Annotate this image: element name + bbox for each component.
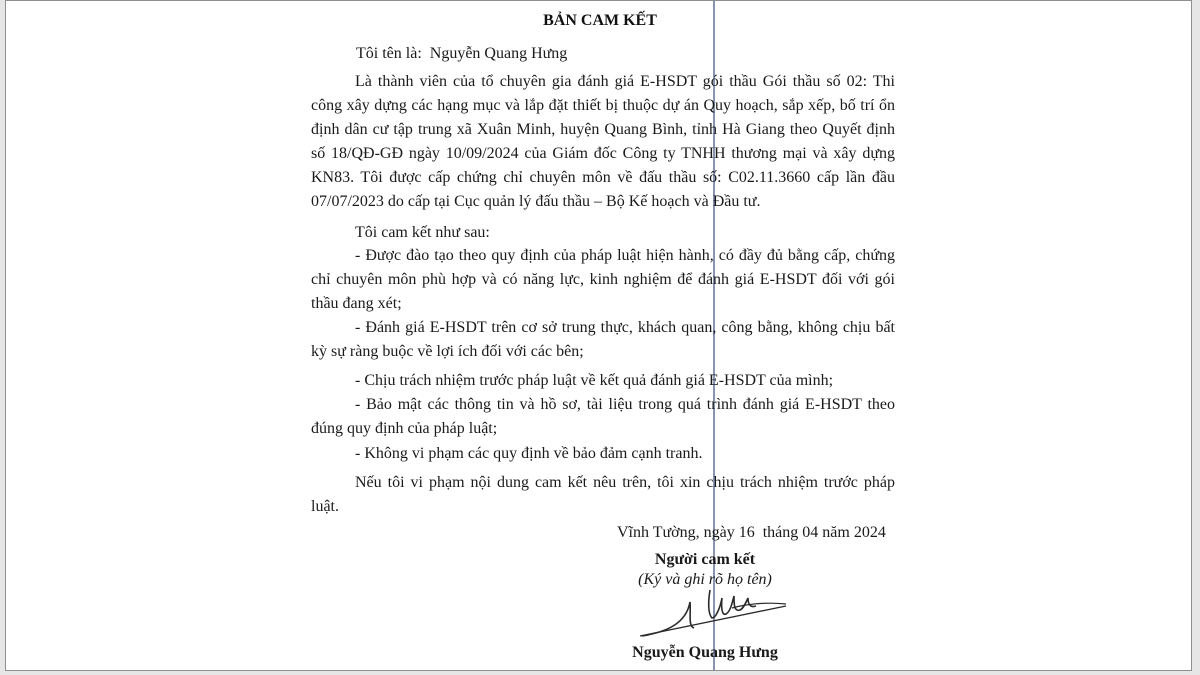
closing-statement: Nếu tôi vi phạm nội dung cam kết nêu trên, tôi xin chịu trách nhiệm trước pháp luật. xyxy=(311,474,895,515)
commitment-item: - Bảo mật các thông tin và hồ sơ, tài liệu trong quá trình đánh giá E-HSDT theo đúng quy định của pháp luật; xyxy=(311,396,895,437)
signer-title: Người cam kết xyxy=(654,551,756,568)
date-line: Vĩnh Tường, ngày 16 tháng 04 năm 2024 xyxy=(617,524,886,541)
commitment-item: - Được đào tạo theo quy định của pháp luật hiện hành, có đầy đủ bằng cấp, chứng chỉ chuyên môn phù hợp và có năng lực, kinh nghiệm để đánh giá E-HSDT đối với gói thầu đang xét; xyxy=(311,247,895,312)
signer-name: Nguyễn Quang Hưng xyxy=(632,644,778,661)
paragraph-membership: Là thành viên của tổ chuyên gia đánh giá E-HSDT gói thầu Gói thầu số 02: Thi công xây dựng các hạng mục và lắp đặt thiết bị thuộc dự án Quy hoạch, sắp xếp, bố trí ổn định dân cư tập trung xã Xuân Minh, huyện Quang Bình, tỉnh Hà Giang theo Quyết định số 18/QĐ-GĐ ngày 10/09/2024 của Giám đốc Công ty TNHH thương mại và xây dựng KN83. Tôi được cấp chứng chỉ chuyên môn về đấu thầu số: C02.11.3660 cấp lần đầu 07/07/2023 do cấp tại Cục quản lý đấu thầu – Bộ Kế hoạch và Đầu tư. xyxy=(311,73,895,210)
commit-heading: Tôi cam kết như sau: xyxy=(355,224,490,241)
intro-name-line: Tôi tên là: Nguyễn Quang Hưng xyxy=(356,45,568,62)
commitment-item: - Đánh giá E-HSDT trên cơ sở trung thực, khách quan, công bằng, không chịu bất kỳ sự ràng buộc về lợi ích đối với các bên; xyxy=(311,319,895,360)
commitment-item: - Chịu trách nhiệm trước pháp luật về kết quả đánh giá E-HSDT của mình; xyxy=(355,372,834,389)
signature-icon xyxy=(636,584,796,649)
document-title: BẢN CAM KẾT xyxy=(543,12,657,29)
commitment-item: - Không vi phạm các quy định về bảo đảm cạnh tranh. xyxy=(355,445,703,462)
signer-note: (Ký và ghi rõ họ tên) xyxy=(638,571,772,588)
